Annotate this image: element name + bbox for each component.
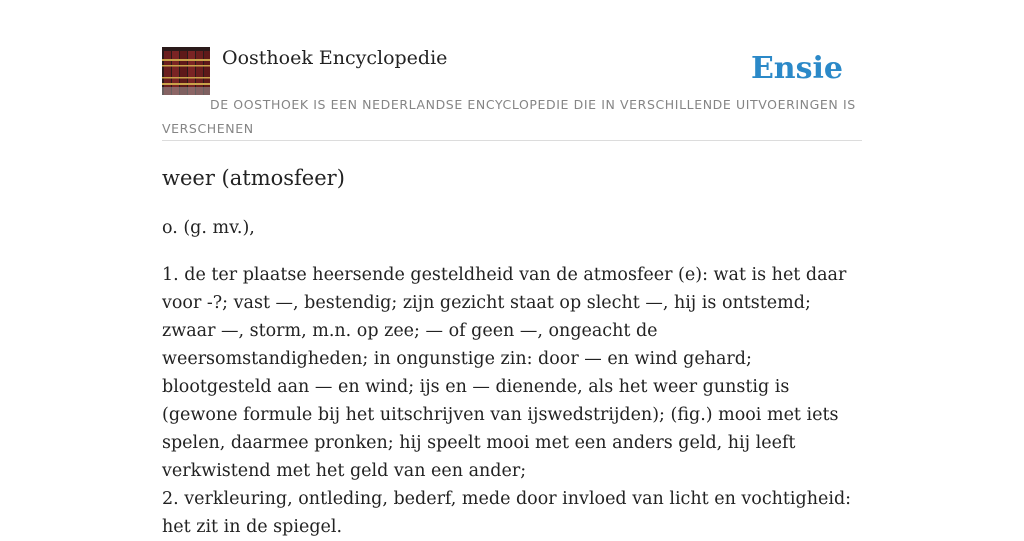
definition-item-1: 1. de ter plaatse heersende gesteldheid van de atmosfeer (e): wat is het daar voor -?; vast —, bestendig; zijn gezicht staat op slecht —, hij is ontstemd; zwaar —, storm, m.n. op zee; — of geen —, ongeacht de weersomstandigheden; in ongunstige zin: door — en wind gehard; blootgesteld aan — en wind; ijs en — dienende, als het weer gunstig is (gewone formule bij het uitschrijven van ijswedstrijden); (fig.) mooi met iets spelen, daarmee pronken; hij speelt mooi met een anders geld, hij leeft verkwistend met het geld van een ander;	[162, 265, 847, 481]
site-header	[162, 46, 862, 141]
definition-item-2: 2. verkleuring, ontleding, bederf, mede door invloed van licht en vochtigheid: het zit in de spiegel.	[162, 489, 852, 537]
site-title[interactable]: Oosthoek Encyclopedie	[222, 47, 448, 69]
entry-content	[162, 162, 864, 541]
entry-title: weer (atmosfeer)	[162, 166, 345, 190]
encyclopedia-books-icon[interactable]	[162, 47, 210, 95]
site-tagline: DE OOSTHOEK IS EEN NEDERLANDSE ENCYCLOPEDIE DIE IN VERSCHILLENDE UITVOERINGEN IS VERSCHENEN	[162, 97, 856, 136]
entry-grammar: o. (g. mv.),	[162, 218, 255, 238]
brand-logo[interactable]: Ensie	[750, 51, 843, 86]
entry-definition	[162, 261, 864, 541]
